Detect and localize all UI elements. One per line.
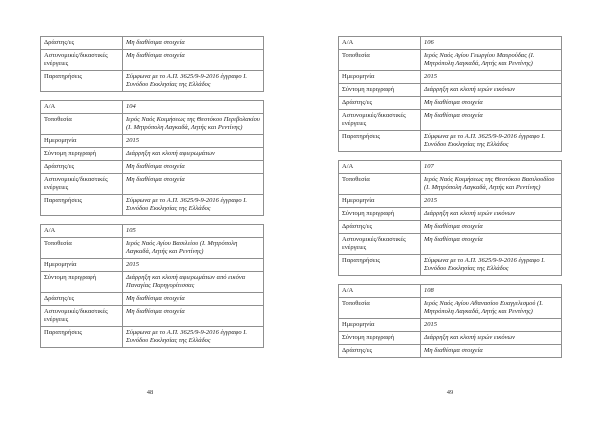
field-label: Ημερομηνία	[339, 319, 421, 332]
record-table	[338, 160, 562, 276]
table-row	[41, 272, 264, 293]
field-label: Α/Α	[339, 161, 421, 174]
record-table	[40, 224, 264, 348]
table-row	[41, 71, 264, 92]
table-row	[41, 161, 264, 174]
field-value: Σύμφωνα με το Α.Π. 3625/9-9-2016 έγγραφο Ι. Συνόδου Εκκλησίας της Ελλάδος	[123, 195, 264, 216]
table-row	[41, 148, 264, 161]
table-row	[41, 114, 264, 135]
field-label: Σύντομη περιγραφή	[339, 84, 421, 97]
field-label: Α/Α	[41, 225, 123, 238]
field-label: Α/Α	[339, 37, 421, 50]
field-label: Ημερομηνία	[339, 71, 421, 84]
field-label: Τοποθεσία	[41, 238, 123, 259]
field-label: Α/Α	[41, 101, 123, 114]
field-value: Μη διαθέσιμα στοιχεία	[421, 234, 562, 255]
field-label: Τοποθεσία	[339, 50, 421, 71]
table-row	[339, 298, 562, 319]
table-row	[41, 50, 264, 71]
field-value: Μη διαθέσιμα στοιχεία	[123, 306, 264, 327]
field-label: Παρατηρήσεις	[339, 255, 421, 276]
table-row	[339, 50, 562, 71]
field-value: 108	[421, 285, 562, 298]
field-label: Παρατηρήσεις	[41, 327, 123, 348]
field-value: Ιερός Ναός Κοιμήσεως της Θεοτόκου Βασιλουδίου (Ι. Μητρόπολη Λαγκαδά, Λητής και Ρεντίνης)	[421, 174, 562, 195]
field-value: Μη διαθέσιμα στοιχεία	[421, 221, 562, 234]
field-value: Μη διαθέσιμα στοιχεία	[123, 293, 264, 306]
field-value: Μη διαθέσιμα στοιχεία	[421, 97, 562, 110]
table-row	[339, 221, 562, 234]
field-value: Διάρρηξη και κλοπή αφιερωμάτων	[123, 148, 264, 161]
field-label: Παρατηρήσεις	[41, 71, 123, 92]
page-number-right: 49	[446, 389, 454, 396]
field-label: Δράστης/ες	[339, 221, 421, 234]
field-value: Διάρρηξη και κλοπή αφιερωμάτων από εικόνα Παναγίας Παρηγορίτισσας	[123, 272, 264, 293]
field-label: Σύντομη περιγραφή	[41, 148, 123, 161]
field-value: Μη διαθέσιμα στοιχεία	[421, 345, 562, 358]
table-row	[41, 135, 264, 148]
table-row	[339, 71, 562, 84]
field-label: Ημερομηνία	[41, 259, 123, 272]
field-value: Μη διαθέσιμα στοιχεία	[123, 174, 264, 195]
table-row	[41, 174, 264, 195]
record-table	[40, 36, 264, 92]
field-value: 2015	[421, 71, 562, 84]
table-row	[339, 319, 562, 332]
field-label: Παρατηρήσεις	[339, 131, 421, 152]
field-label: Δράστης/ες	[339, 345, 421, 358]
field-label: Ημερομηνία	[41, 135, 123, 148]
table-row	[339, 110, 562, 131]
field-value: 107	[421, 161, 562, 174]
page-number-left: 48	[146, 389, 154, 396]
field-value: Διάρρηξη και κλοπή ιερών εικόνων	[421, 332, 562, 345]
table-row	[339, 234, 562, 255]
field-value: Διάρρηξη και κλοπή ιερών εικόνων	[421, 84, 562, 97]
field-value: Σύμφωνα με το Α.Π. 3625/9-9-2016 έγγραφο Ι. Συνόδου Εκκλησίας της Ελλάδος	[421, 131, 562, 152]
table-row	[339, 97, 562, 110]
field-value: Μη διαθέσιμα στοιχεία	[123, 50, 264, 71]
table-row	[339, 345, 562, 358]
table-row	[339, 131, 562, 152]
field-label: Σύντομη περιγραφή	[41, 272, 123, 293]
table-row	[41, 225, 264, 238]
field-value: 2015	[421, 319, 562, 332]
field-label: Τοποθεσία	[339, 174, 421, 195]
table-row	[41, 37, 264, 50]
field-label: Σύντομη περιγραφή	[339, 208, 421, 221]
field-value: 2015	[123, 135, 264, 148]
field-value: 106	[421, 37, 562, 50]
field-label: Ημερομηνία	[339, 195, 421, 208]
field-value: Μη διαθέσιμα στοιχεία	[123, 161, 264, 174]
table-row	[339, 255, 562, 276]
table-row	[41, 327, 264, 348]
field-value: Ιερός Ναός Αγίου Γεωργίου Μαυρούδας (Ι. Μητρόπολη Λαγκαδά, Λητής και Ρεντίνης)	[421, 50, 562, 71]
field-value: Μη διαθέσιμα στοιχεία	[123, 37, 264, 50]
field-label: Αστυνομικές/δικαστικές ενέργειες	[339, 110, 421, 131]
field-label: Σύντομη περιγραφή	[339, 332, 421, 345]
field-value: Ιερός Ναός Κοιμήσεως της Θεοτόκου Περιβολακίου (Ι. Μητρόπολη Λαγκαδά, Λητής και Ρεντίνης)	[123, 114, 264, 135]
table-row	[339, 285, 562, 298]
table-row	[339, 37, 562, 50]
table-row	[41, 195, 264, 216]
page-left-tables	[40, 36, 264, 348]
table-row	[339, 332, 562, 345]
page-right-tables	[338, 36, 562, 358]
field-value: Μη διαθέσιμα στοιχεία	[421, 110, 562, 131]
field-label: Αστυνομικές/δικαστικές ενέργειες	[339, 234, 421, 255]
table-row	[41, 101, 264, 114]
field-label: Αστυνομικές/δικαστικές ενέργειες	[41, 50, 123, 71]
field-value: 105	[123, 225, 264, 238]
table-row	[41, 238, 264, 259]
field-value: Διάρρηξη και κλοπή ιερών εικόνων	[421, 208, 562, 221]
field-label: Δράστης/ες	[339, 97, 421, 110]
field-value: Σύμφωνα με το Α.Π. 3625/9-9-2016 έγγραφο Ι. Συνόδου Εκκλησίας της Ελλάδος	[123, 71, 264, 92]
page-right	[300, 0, 600, 424]
field-label: Τοποθεσία	[339, 298, 421, 319]
table-row	[41, 306, 264, 327]
field-value: 104	[123, 101, 264, 114]
record-table	[338, 36, 562, 152]
field-label: Αστυνομικές/δικαστικές ενέργειες	[41, 174, 123, 195]
table-row	[339, 195, 562, 208]
table-row	[41, 293, 264, 306]
field-value: Ιερός Ναός Αγίου Βασιλείου (Ι. Μητρόπολη Λαγκαδά, Λητής και Ρεντίνης)	[123, 238, 264, 259]
field-label: Τοποθεσία	[41, 114, 123, 135]
field-value: Σύμφωνα με το Α.Π. 3625/9-9-2016 έγγραφο Ι. Συνόδου Εκκλησίας της Ελλάδος	[421, 255, 562, 276]
field-label: Δράστης/ες	[41, 293, 123, 306]
field-value: Ιερός Ναός Αγίου Αθανασίου Ευαγγελισμού (Ι. Μητρόπολη Λαγκαδά, Λητής και Ρεντίνης)	[421, 298, 562, 319]
field-label: Α/Α	[339, 285, 421, 298]
field-label: Αστυνομικές/δικαστικές ενέργειες	[41, 306, 123, 327]
record-table	[338, 284, 562, 358]
record-table	[40, 100, 264, 216]
table-row	[339, 161, 562, 174]
field-value: Σύμφωνα με το Α.Π. 3625/9-9-2016 έγγραφο Ι. Συνόδου Εκκλησίας της Ελλάδος	[123, 327, 264, 348]
table-row	[339, 208, 562, 221]
field-label: Παρατηρήσεις	[41, 195, 123, 216]
table-row	[339, 84, 562, 97]
table-row	[339, 174, 562, 195]
field-value: 2015	[421, 195, 562, 208]
table-row	[41, 259, 264, 272]
field-value: 2015	[123, 259, 264, 272]
field-label: Δράστης/ες	[41, 161, 123, 174]
field-label: Δράστης/ες	[41, 37, 123, 50]
